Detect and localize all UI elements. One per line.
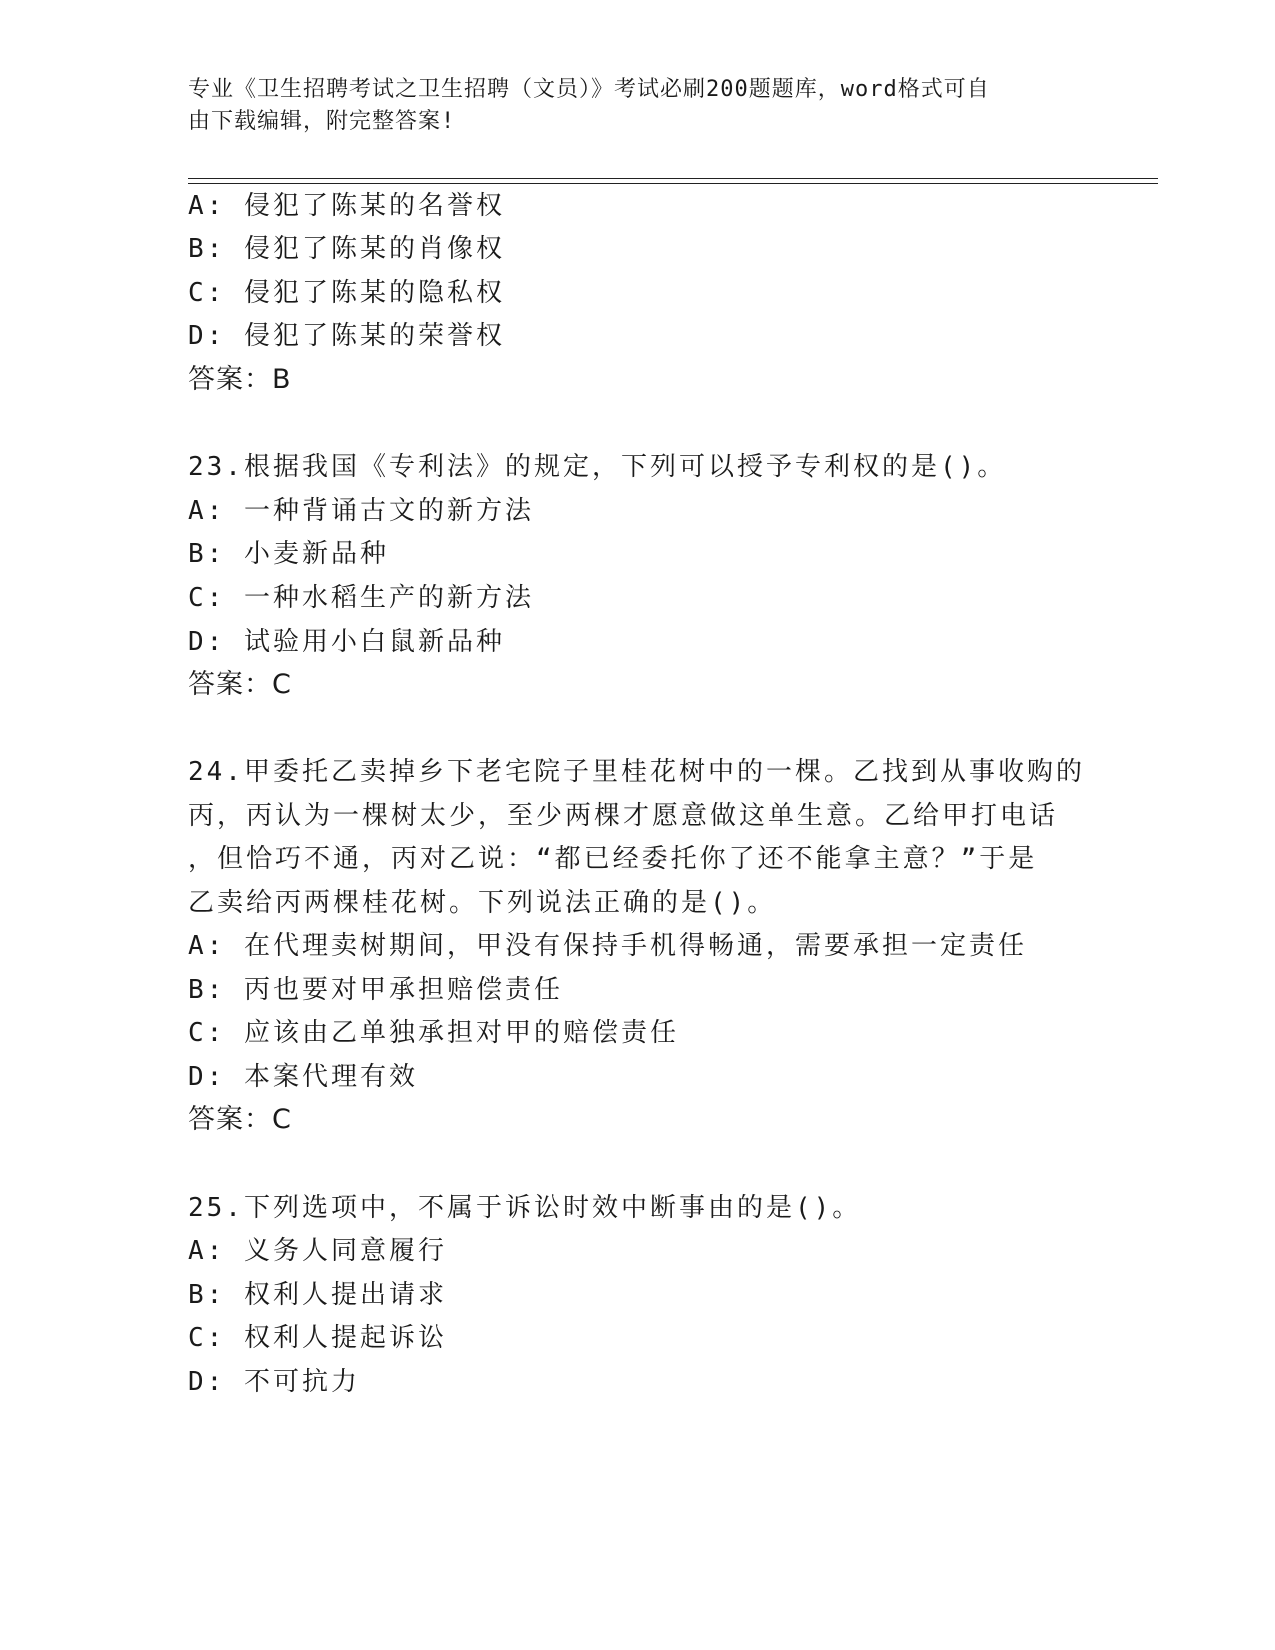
q23-stem: 23.根据我国《专利法》的规定，下列可以授予专利权的是()。 — [188, 452, 1007, 482]
q24-stem-line-4: 乙卖给丙两棵桂花树。下列说法正确的是()。 — [188, 888, 777, 918]
q22-option-d: D: 侵犯了陈某的荣誉权 — [188, 321, 505, 351]
header-line-2: 由下载编辑，附完整答案! — [188, 109, 456, 134]
q25-stem: 25.下列选项中，不属于诉讼时效中断事由的是()。 — [188, 1193, 862, 1223]
q25-option-b: B: 权利人提出请求 — [188, 1280, 447, 1310]
q24-option-a: A: 在代理卖树期间，甲没有保持手机得畅通，需要承担一定责任 — [188, 931, 1027, 961]
q24-stem-line-2: 丙，丙认为一棵树太少，至少两棵才愿意做这单生意。乙给甲打电话 — [188, 801, 1059, 831]
q24-stem-line-3: ，但恰巧不通，丙对乙说：“都已经委托你了还不能拿主意？”于是 — [188, 844, 1038, 874]
q24-option-b: B: 丙也要对甲承担赔偿责任 — [188, 975, 563, 1005]
q22-answer: 答案：B — [188, 364, 292, 395]
q25-option-a: A: 义务人同意履行 — [188, 1236, 447, 1266]
q23-option-d: D: 试验用小白鼠新品种 — [188, 627, 505, 657]
q24-option-d: D: 本案代理有效 — [188, 1062, 418, 1092]
q23-option-b: B: 小麦新品种 — [188, 539, 389, 569]
header-line-1: 专业《卫生招聘考试之卫生招聘（文员）》考试必刷200题题库，word格式可自 — [188, 77, 990, 102]
q22-option-a: A: 侵犯了陈某的名誉权 — [188, 191, 505, 221]
q22-option-c: C: 侵犯了陈某的隐私权 — [188, 278, 505, 308]
q25-option-c: C: 权利人提起诉讼 — [188, 1323, 447, 1353]
header-divider-bottom — [188, 183, 1158, 184]
q23-option-a: A: 一种背诵古文的新方法 — [188, 496, 534, 526]
q24-option-c: C: 应该由乙单独承担对甲的赔偿责任 — [188, 1018, 679, 1048]
q22-option-b: B: 侵犯了陈某的肖像权 — [188, 234, 505, 264]
q23-option-c: C: 一种水稻生产的新方法 — [188, 583, 534, 613]
document-header — [188, 74, 1068, 138]
q23-answer: 答案：C — [188, 669, 292, 700]
header-divider-top — [188, 178, 1158, 179]
q24-answer: 答案：C — [188, 1104, 292, 1135]
q25-option-d: D: 不可抗力 — [188, 1367, 360, 1397]
q24-stem-line-1: 24.甲委托乙卖掉乡下老宅院子里桂花树中的一棵。乙找到从事收购的 — [188, 757, 1085, 787]
